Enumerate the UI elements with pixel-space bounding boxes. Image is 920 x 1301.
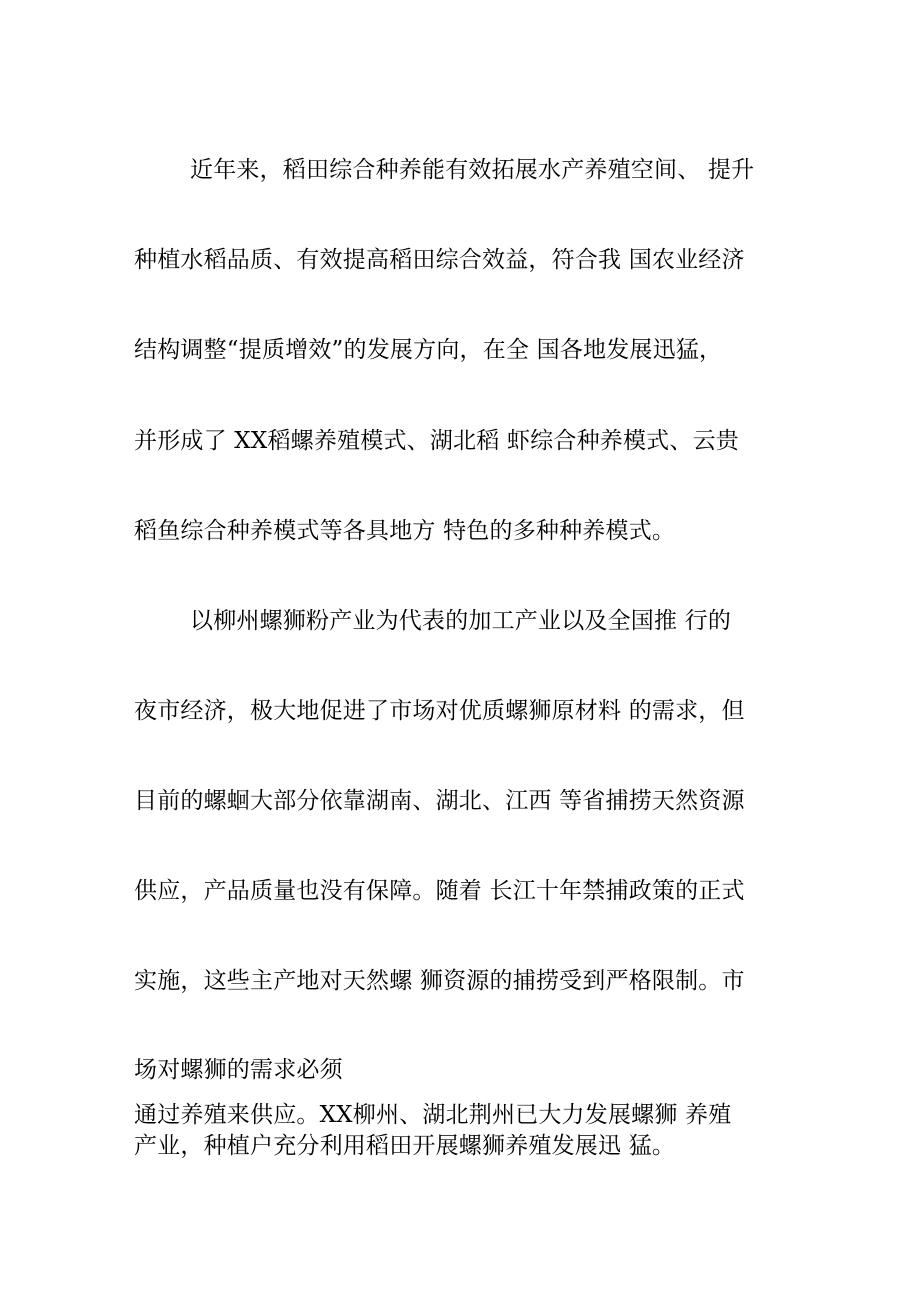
paragraph-1-line-4: 并形成了 XX稻螺养殖模式、湖北稻 虾综合种养模式、云贵 (134, 428, 739, 454)
paragraph-1-line-1: 近年来，稻田综合种养能有效拓展水产养殖空间、 提升 (190, 157, 755, 183)
paragraph-1-line-3: 结构调整“提质增效”的发展方向，在全 国各地发展迅猛， (134, 337, 723, 363)
paragraph-1-line-2: 种植水稻品质、有效提高稻田综合效益，符合我 国农业经济 (134, 247, 745, 273)
paragraph-2-line-5: 实施，这些主产地对天然螺 狮资源的捕捞受到严格限制。市 (134, 968, 745, 994)
paragraph-2-line-2: 夜市经济，极大地促进了市场对优质螺狮原材料 的需求，但 (134, 698, 745, 724)
paragraph-2-line-7: 通过养殖来供应。XX柳州、湖北荆州已大力发展螺狮 养殖 (134, 1102, 732, 1128)
paragraph-2-line-6: 场对螺狮的需求必须 (134, 1057, 343, 1083)
paragraph-2-line-4: 供应，产品质量也没有保障。随着 长江十年禁捕政策的正式 (134, 878, 745, 904)
paragraph-2-line-1: 以柳州螺狮粉产业为代表的加工产业以及全国推 行的 (190, 608, 732, 634)
paragraph-2-line-3: 目前的螺蛔大部分依靠湖南、湖北、江西 等省捕捞天然资源 (134, 788, 745, 814)
paragraph-1-line-5: 稻鱼综合种养模式等各具地方 特色的多种种养模式。 (134, 518, 676, 544)
paragraph-2-line-8: 产业，种植户充分利用稻田开展螺狮养殖发展迅 猛。 (134, 1133, 676, 1159)
